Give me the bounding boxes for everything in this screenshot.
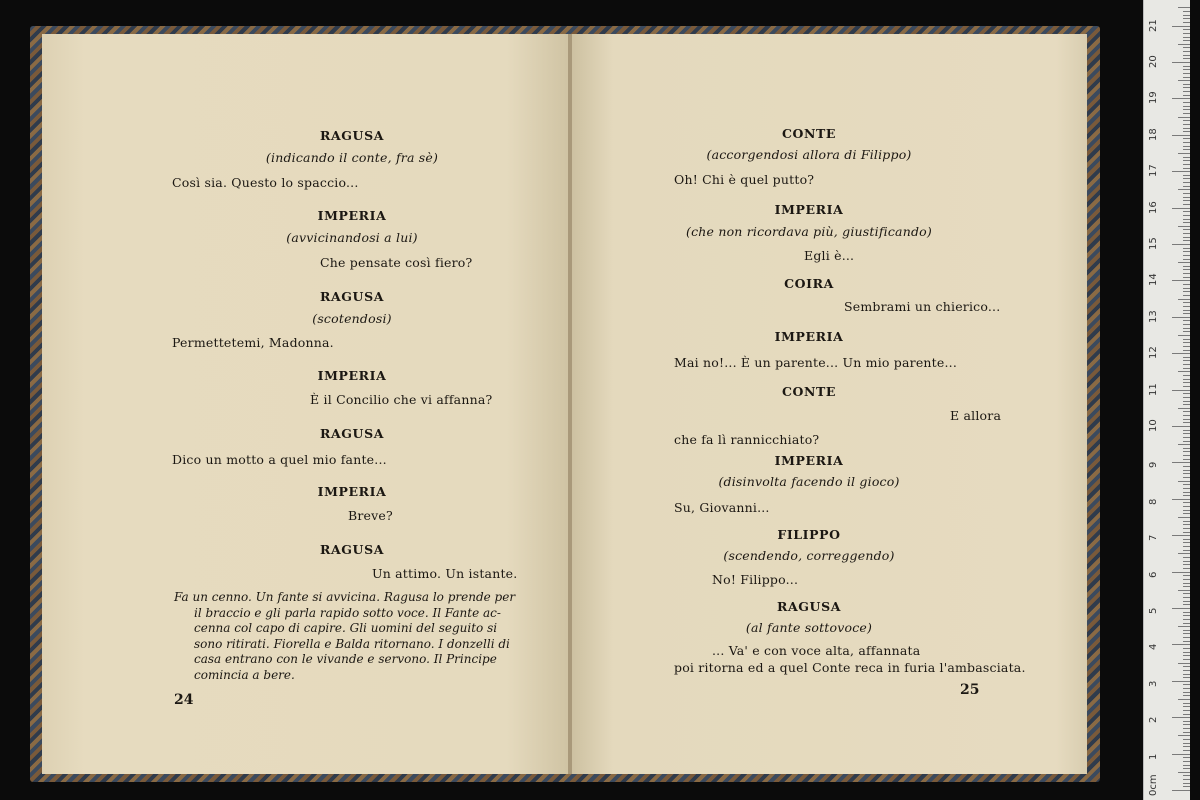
ruler-tick bbox=[1183, 77, 1190, 78]
ruler-tick bbox=[1183, 743, 1190, 744]
ruler-tick bbox=[1183, 346, 1190, 347]
ruler-tick bbox=[1178, 590, 1190, 591]
ruler-tick bbox=[1183, 757, 1190, 758]
ruler-tick bbox=[1183, 40, 1190, 41]
ruler-tick bbox=[1183, 459, 1190, 460]
ruler-tick bbox=[1183, 375, 1190, 376]
ruler-tick bbox=[1183, 659, 1190, 660]
ruler-tick bbox=[1183, 765, 1190, 766]
ruler-tick bbox=[1172, 681, 1190, 682]
ruler-tick bbox=[1183, 259, 1190, 260]
ruler-tick bbox=[1183, 251, 1190, 252]
ruler-tick bbox=[1183, 688, 1190, 689]
ruler-tick bbox=[1183, 466, 1190, 467]
stage-direction-paragraph-line: sono ritirati. Fiorella e Balda ritornano. I donzelli di bbox=[194, 636, 510, 651]
ruler-tick bbox=[1183, 542, 1190, 543]
ruler-tick bbox=[1183, 750, 1190, 751]
ruler-label: 14 bbox=[1148, 273, 1159, 287]
stage-direction: (disinvolta facendo il gioco) bbox=[718, 474, 900, 489]
dialogue-line: poi ritorna ed a quel Conte reca in furia l'ambasciata. bbox=[674, 660, 1026, 675]
ruler-tick bbox=[1178, 299, 1190, 300]
ruler-tick bbox=[1178, 80, 1190, 81]
ruler-tick bbox=[1172, 62, 1190, 63]
ruler-tick bbox=[1183, 677, 1190, 678]
ruler-tick bbox=[1183, 157, 1190, 158]
ruler-tick bbox=[1172, 717, 1190, 718]
ruler-tick bbox=[1172, 462, 1190, 463]
stage-direction: (indicando il conte, fra sè) bbox=[265, 150, 439, 165]
ruler-tick bbox=[1183, 55, 1190, 56]
ruler-tick bbox=[1183, 539, 1190, 540]
ruler-tick bbox=[1183, 124, 1190, 125]
ruler-tick bbox=[1183, 550, 1190, 551]
ruler-tick bbox=[1183, 386, 1190, 387]
ruler-tick bbox=[1183, 22, 1190, 23]
dialogue-line: Mai no!... È un parente... Un mio parente... bbox=[674, 355, 958, 370]
ruler-tick bbox=[1183, 433, 1190, 434]
ruler-tick bbox=[1183, 219, 1190, 220]
ruler-tick bbox=[1172, 280, 1190, 281]
ruler-tick bbox=[1183, 557, 1190, 558]
ruler-tick bbox=[1183, 488, 1190, 489]
dialogue-line: Sembrami un chierico... bbox=[844, 299, 1001, 314]
ruler-label: 0cm bbox=[1148, 774, 1159, 796]
ruler-tick bbox=[1183, 732, 1190, 733]
ruler-tick bbox=[1183, 47, 1190, 48]
ruler-tick bbox=[1172, 790, 1190, 791]
dialogue-line: Oh! Chi è quel putto? bbox=[674, 172, 815, 187]
ruler-tick bbox=[1183, 397, 1190, 398]
ruler-tick bbox=[1183, 288, 1190, 289]
dialogue-line: Che pensate così fiero? bbox=[320, 255, 473, 270]
dialogue-line: Su, Giovanni... bbox=[674, 500, 770, 515]
speaker-name: RAGUSA bbox=[320, 128, 384, 143]
page-number: 25 bbox=[960, 682, 980, 698]
ruler-tick bbox=[1172, 608, 1190, 609]
ruler-tick bbox=[1183, 178, 1190, 179]
ruler-tick bbox=[1183, 95, 1190, 96]
ruler-tick bbox=[1183, 255, 1190, 256]
ruler-tick bbox=[1183, 783, 1190, 784]
ruler-tick bbox=[1183, 670, 1190, 671]
ruler-tick bbox=[1183, 684, 1190, 685]
speaker-name: IMPERIA bbox=[774, 453, 844, 468]
dialogue-line: che fa lì rannicchiato? bbox=[674, 432, 820, 447]
ruler-tick bbox=[1178, 7, 1190, 8]
ruler-tick bbox=[1183, 342, 1190, 343]
ruler-tick bbox=[1183, 197, 1190, 198]
ruler-tick bbox=[1183, 601, 1190, 602]
ruler-tick bbox=[1178, 663, 1190, 664]
ruler-tick bbox=[1183, 37, 1190, 38]
ruler-tick bbox=[1183, 633, 1190, 634]
ruler-tick bbox=[1183, 175, 1190, 176]
ruler-tick bbox=[1172, 535, 1190, 536]
dialogue-line: Così sia. Questo lo spaccio... bbox=[172, 175, 359, 190]
ruler-tick bbox=[1183, 768, 1190, 769]
speaker-name: CONTE bbox=[781, 126, 837, 141]
ruler-tick bbox=[1183, 193, 1190, 194]
ruler-tick bbox=[1183, 222, 1190, 223]
ruler-tick bbox=[1183, 182, 1190, 183]
ruler-tick bbox=[1183, 350, 1190, 351]
ruler-tick bbox=[1183, 84, 1190, 85]
ruler-tick bbox=[1183, 357, 1190, 358]
ruler-tick bbox=[1183, 746, 1190, 747]
speaker-name: IMPERIA bbox=[317, 368, 387, 383]
speaker-name: COIRA bbox=[784, 276, 834, 291]
speaker-name: RAGUSA bbox=[320, 542, 384, 557]
ruler-tick bbox=[1183, 339, 1190, 340]
ruler-tick bbox=[1178, 335, 1190, 336]
ruler-tick bbox=[1183, 368, 1190, 369]
ruler-tick bbox=[1183, 422, 1190, 423]
ruler-label: 6 bbox=[1148, 571, 1159, 578]
ruler-tick bbox=[1172, 26, 1190, 27]
ruler-tick bbox=[1183, 106, 1190, 107]
ruler-tick bbox=[1183, 58, 1190, 59]
ruler-label: 3 bbox=[1148, 680, 1159, 687]
ruler-tick bbox=[1183, 306, 1190, 307]
ruler-tick bbox=[1183, 364, 1190, 365]
ruler-tick bbox=[1183, 477, 1190, 478]
ruler-tick bbox=[1183, 695, 1190, 696]
dialogue-line: E allora bbox=[950, 408, 1002, 423]
ruler-tick bbox=[1172, 499, 1190, 500]
ruler-tick bbox=[1183, 313, 1190, 314]
speaker-name: RAGUSA bbox=[777, 599, 841, 614]
ruler-tick bbox=[1183, 441, 1190, 442]
dialogue-line: Permettetemi, Madonna. bbox=[172, 335, 334, 350]
ruler-tick bbox=[1183, 655, 1190, 656]
stage-direction-paragraph-line: il braccio e gli parla rapido sotto voce. Il Fante ac- bbox=[194, 605, 501, 620]
ruler-tick bbox=[1183, 295, 1190, 296]
stage-direction: (scendendo, correggendo) bbox=[723, 548, 895, 563]
stage-direction-paragraph-line: comincia a bere. bbox=[194, 667, 295, 682]
ruler-tick bbox=[1172, 426, 1190, 427]
ruler-tick bbox=[1183, 233, 1190, 234]
stage-direction: (che non ricordava più, giustificando) bbox=[686, 224, 932, 239]
ruler-tick bbox=[1183, 674, 1190, 675]
ruler-tick bbox=[1183, 579, 1190, 580]
ruler-label: 16 bbox=[1148, 200, 1159, 214]
ruler-tick bbox=[1183, 284, 1190, 285]
ruler-tick bbox=[1183, 160, 1190, 161]
ruler-tick bbox=[1178, 772, 1190, 773]
ruler-tick bbox=[1183, 510, 1190, 511]
ruler-label: 8 bbox=[1148, 498, 1159, 505]
ruler-tick bbox=[1183, 473, 1190, 474]
ruler-tick bbox=[1183, 568, 1190, 569]
ruler-tick bbox=[1172, 644, 1190, 645]
ruler-tick bbox=[1183, 666, 1190, 667]
ruler-tick bbox=[1178, 735, 1190, 736]
ruler-tick bbox=[1183, 451, 1190, 452]
ruler-tick bbox=[1183, 561, 1190, 562]
ruler-tick bbox=[1183, 615, 1190, 616]
ruler-label: 2 bbox=[1148, 716, 1159, 724]
ruler-tick bbox=[1183, 109, 1190, 110]
ruler-tick bbox=[1183, 277, 1190, 278]
ruler-tick bbox=[1183, 775, 1190, 776]
ruler-tick bbox=[1183, 714, 1190, 715]
dialogue-line: Dico un motto a quel mio fante... bbox=[172, 452, 387, 467]
ruler-tick bbox=[1178, 117, 1190, 118]
ruler-tick bbox=[1183, 721, 1190, 722]
ruler-tick bbox=[1178, 44, 1190, 45]
ruler-tick bbox=[1183, 761, 1190, 762]
ruler-tick bbox=[1183, 728, 1190, 729]
ruler-tick bbox=[1183, 612, 1190, 613]
ruler-tick bbox=[1183, 470, 1190, 471]
ruler-tick bbox=[1183, 623, 1190, 624]
ruler-label: 13 bbox=[1148, 310, 1159, 323]
ruler-tick bbox=[1183, 91, 1190, 92]
ruler-tick bbox=[1183, 204, 1190, 205]
speaker-name: IMPERIA bbox=[317, 484, 387, 499]
ruler-tick bbox=[1183, 521, 1190, 522]
ruler-tick bbox=[1183, 619, 1190, 620]
ruler-tick bbox=[1183, 597, 1190, 598]
ruler-tick bbox=[1183, 411, 1190, 412]
ruler-tick bbox=[1178, 553, 1190, 554]
dialogue-line: È il Concilio che vi affanna? bbox=[310, 392, 493, 407]
ruler-tick bbox=[1183, 710, 1190, 711]
stage-direction: (avvicinandosi a lui) bbox=[286, 230, 418, 245]
ruler-label: 20 bbox=[1148, 55, 1159, 68]
ruler-label: 5 bbox=[1148, 607, 1159, 614]
ruler-tick bbox=[1183, 120, 1190, 121]
ruler-tick bbox=[1183, 532, 1190, 533]
ruler-tick bbox=[1183, 593, 1190, 594]
ruler-tick bbox=[1178, 153, 1190, 154]
ruler-tick bbox=[1178, 371, 1190, 372]
ruler-tick bbox=[1183, 415, 1190, 416]
ruler-tick bbox=[1183, 779, 1190, 780]
ruler-tick bbox=[1183, 379, 1190, 380]
ruler-tick bbox=[1183, 149, 1190, 150]
ruler-tick bbox=[1183, 51, 1190, 52]
ruler-label: 19 bbox=[1148, 91, 1159, 105]
ruler-tick bbox=[1183, 393, 1190, 394]
ruler-tick bbox=[1172, 572, 1190, 573]
ruler-tick bbox=[1183, 404, 1190, 405]
ruler-tick bbox=[1183, 15, 1190, 16]
ruler-tick bbox=[1172, 317, 1190, 318]
ruler-tick bbox=[1183, 215, 1190, 216]
ruler-tick bbox=[1183, 724, 1190, 725]
ruler-tick bbox=[1183, 419, 1190, 420]
ruler-tick bbox=[1183, 33, 1190, 34]
ruler-tick bbox=[1183, 448, 1190, 449]
ruler-tick bbox=[1183, 524, 1190, 525]
ruler-tick bbox=[1183, 291, 1190, 292]
ruler-label: 12 bbox=[1148, 346, 1159, 360]
ruler-tick bbox=[1172, 171, 1190, 172]
ruler-tick bbox=[1183, 146, 1190, 147]
dialogue-line: Breve? bbox=[348, 508, 393, 523]
measuring-ruler bbox=[1143, 0, 1190, 800]
ruler-tick bbox=[1183, 273, 1190, 274]
ruler-tick bbox=[1183, 302, 1190, 303]
ruler-tick bbox=[1183, 492, 1190, 493]
ruler-tick bbox=[1183, 200, 1190, 201]
ruler-tick bbox=[1183, 495, 1190, 496]
ruler-label: 17 bbox=[1148, 164, 1159, 178]
ruler-tick bbox=[1183, 69, 1190, 70]
ruler-label: 10 bbox=[1148, 419, 1159, 432]
ruler-tick bbox=[1178, 699, 1190, 700]
ruler-tick bbox=[1172, 135, 1190, 136]
speaker-name: IMPERIA bbox=[317, 208, 387, 223]
ruler-tick bbox=[1178, 262, 1190, 263]
ruler-tick bbox=[1183, 328, 1190, 329]
ruler-tick bbox=[1183, 437, 1190, 438]
ruler-tick bbox=[1183, 739, 1190, 740]
ruler-tick bbox=[1172, 390, 1190, 391]
ruler-tick bbox=[1183, 455, 1190, 456]
ruler-tick bbox=[1183, 641, 1190, 642]
ruler-tick bbox=[1183, 331, 1190, 332]
ruler-tick bbox=[1183, 128, 1190, 129]
ruler-tick bbox=[1183, 401, 1190, 402]
ruler-tick bbox=[1183, 575, 1190, 576]
ruler-tick bbox=[1178, 408, 1190, 409]
ruler-tick bbox=[1183, 630, 1190, 631]
ruler-tick bbox=[1183, 506, 1190, 507]
ruler-tick bbox=[1183, 564, 1190, 565]
speaker-name: CONTE bbox=[781, 384, 837, 399]
ruler-tick bbox=[1183, 382, 1190, 383]
ruler-tick bbox=[1183, 692, 1190, 693]
ruler-tick bbox=[1183, 586, 1190, 587]
ruler-tick bbox=[1183, 484, 1190, 485]
ruler-tick bbox=[1183, 528, 1190, 529]
right-page bbox=[572, 34, 1087, 774]
ruler-tick bbox=[1172, 754, 1190, 755]
stage-direction-paragraph-line: cenna col capo di capire. Gli uomini del seguito si bbox=[194, 621, 498, 635]
ruler-tick bbox=[1183, 142, 1190, 143]
ruler-tick bbox=[1183, 320, 1190, 321]
ruler-label: 7 bbox=[1148, 534, 1159, 542]
ruler-tick bbox=[1172, 353, 1190, 354]
ruler-tick bbox=[1178, 226, 1190, 227]
ruler-label: 18 bbox=[1148, 128, 1159, 141]
ruler-label: 1 bbox=[1148, 753, 1159, 760]
ruler-tick bbox=[1178, 517, 1190, 518]
ruler-tick bbox=[1183, 269, 1190, 270]
ruler-tick bbox=[1183, 430, 1190, 431]
speaker-name: RAGUSA bbox=[320, 289, 384, 304]
ruler-tick bbox=[1183, 546, 1190, 547]
ruler-tick bbox=[1183, 786, 1190, 787]
ruler-tick bbox=[1178, 481, 1190, 482]
ruler-tick bbox=[1183, 706, 1190, 707]
ruler-tick bbox=[1178, 189, 1190, 190]
speaker-name: FILIPPO bbox=[777, 527, 841, 542]
ruler-tick bbox=[1183, 168, 1190, 169]
stage-direction: (accorgendosi allora di Filippo) bbox=[706, 147, 912, 162]
ruler-tick bbox=[1183, 583, 1190, 584]
ruler-tick bbox=[1172, 244, 1190, 245]
ruler-tick bbox=[1183, 164, 1190, 165]
ruler-tick bbox=[1183, 240, 1190, 241]
stage-direction: (al fante sottovoce) bbox=[745, 620, 873, 635]
speaker-name: IMPERIA bbox=[774, 202, 844, 217]
ruler-tick bbox=[1172, 98, 1190, 99]
ruler-label: 11 bbox=[1148, 382, 1159, 396]
dialogue-line: Egli è... bbox=[804, 248, 855, 263]
ruler-tick bbox=[1183, 211, 1190, 212]
ruler-tick bbox=[1183, 29, 1190, 30]
page-number: 24 bbox=[174, 692, 194, 708]
dialogue-line: Un attimo. Un istante. bbox=[372, 566, 518, 581]
ruler-tick bbox=[1183, 186, 1190, 187]
ruler-label: 4 bbox=[1148, 644, 1159, 651]
speaker-name: RAGUSA bbox=[320, 426, 384, 441]
ruler-tick bbox=[1172, 208, 1190, 209]
ruler-tick bbox=[1183, 502, 1190, 503]
dialogue-line: No! Filippo... bbox=[712, 572, 799, 587]
speaker-name: IMPERIA bbox=[774, 329, 844, 344]
ruler-tick bbox=[1183, 310, 1190, 311]
ruler-tick bbox=[1183, 131, 1190, 132]
ruler-tick bbox=[1183, 11, 1190, 12]
ruler-tick bbox=[1183, 360, 1190, 361]
ruler-tick bbox=[1183, 138, 1190, 139]
ruler-tick bbox=[1183, 266, 1190, 267]
stage-direction-paragraph-line: Fa un cenno. Un fante si avvicina. Ragusa lo prende per bbox=[174, 590, 516, 604]
ruler-tick bbox=[1183, 703, 1190, 704]
dialogue-line: ... Va' e con voce alta, affannata bbox=[712, 643, 921, 658]
ruler-tick bbox=[1183, 604, 1190, 605]
left-page bbox=[42, 34, 570, 774]
ruler-tick bbox=[1183, 513, 1190, 514]
ruler-tick bbox=[1183, 237, 1190, 238]
ruler-tick bbox=[1183, 66, 1190, 67]
ruler-tick bbox=[1183, 652, 1190, 653]
ruler-label: 15 bbox=[1148, 237, 1159, 250]
ruler-label: 21 bbox=[1148, 18, 1159, 32]
ruler-tick bbox=[1178, 444, 1190, 445]
ruler-tick bbox=[1183, 229, 1190, 230]
ruler-tick bbox=[1183, 87, 1190, 88]
ruler-tick bbox=[1183, 248, 1190, 249]
ruler-tick bbox=[1183, 648, 1190, 649]
ruler-tick bbox=[1178, 626, 1190, 627]
ruler-tick bbox=[1183, 73, 1190, 74]
ruler-tick bbox=[1183, 324, 1190, 325]
ruler-tick bbox=[1183, 637, 1190, 638]
ruler-tick bbox=[1183, 102, 1190, 103]
stage-direction: (scotendosi) bbox=[312, 311, 392, 326]
ruler-label: 9 bbox=[1148, 462, 1159, 469]
stage-direction-paragraph-line: casa entrano con le vivande e servono. Il Principe bbox=[194, 652, 497, 666]
ruler-tick bbox=[1183, 18, 1190, 19]
ruler-tick bbox=[1183, 113, 1190, 114]
